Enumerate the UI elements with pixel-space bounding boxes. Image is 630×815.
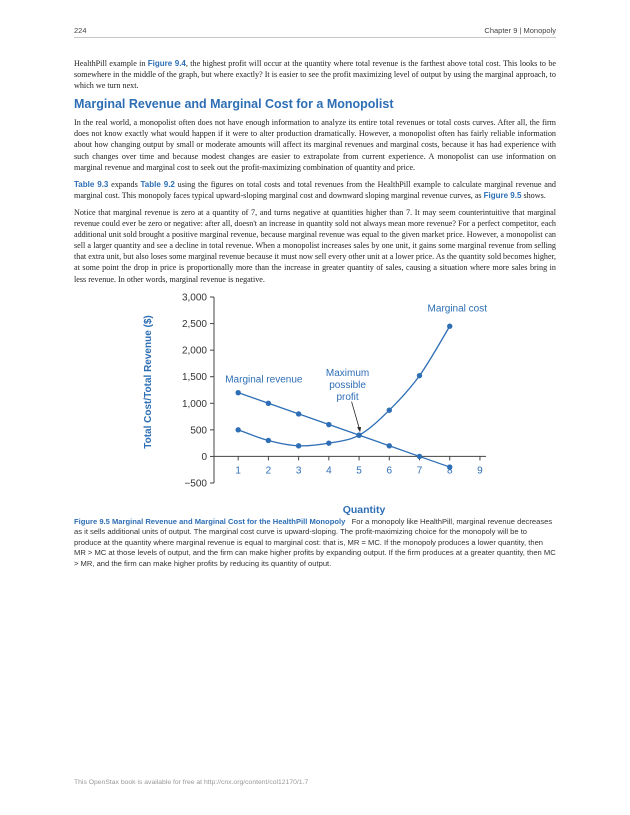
annotation-arrowhead (357, 427, 361, 432)
footer-note: This OpenStax book is available for free at http://cnx.org/content/col12170/1.7 (74, 779, 309, 786)
figure-9-4-link[interactable]: Figure 9.4 (147, 59, 186, 68)
x-tick-label: 5 (356, 465, 362, 477)
mc-data-point (447, 323, 452, 328)
paragraph-4: Notice that marginal revenue is zero at a quantity of 7, and turns negative at quantities higher than 7. It may seem counterintuitive that marginal revenue could ever be zero or negative: after all, doesn't an increase in quantity sold not always mean more revenue? For a perfect competitor, each additional unit sold brought a positive marginal revenue, because marginal revenue was equal to the given market price. However, a monopolist can sell a larger quantity and see a decline in total revenue. When a monopolist increases sales by one unit, it gains some marginal revenue from selling that extra unit, but also loses some marginal revenue because it must now sell every other unit at a lower price. As the quantity sold becomes higher, at some point the drop in price is proportionally more than the increase in greater quantity of sales, causing a situation where more sales bring in less revenue. In other words, marginal revenue is negative. (74, 207, 556, 284)
chapter-title: Chapter 9 | Monopoly (484, 26, 556, 35)
x-tick-label: 1 (235, 465, 241, 477)
figure-caption (74, 517, 556, 570)
x-tick-label: 6 (386, 465, 393, 477)
section-heading: Marginal Revenue and Marginal Cost for a Monopolist (74, 97, 394, 112)
x-tick-label: 2 (265, 465, 272, 477)
page-body (74, 58, 556, 570)
max-profit-label: possible (329, 379, 366, 391)
mr-data-point (296, 411, 301, 416)
y-tick-label: −500 (184, 478, 207, 490)
y-tick-label: 0 (201, 451, 207, 463)
mr-data-point (235, 390, 240, 395)
x-tick-label: 4 (326, 465, 332, 477)
mc-data-point (387, 407, 392, 412)
x-tick-label: 8 (446, 465, 453, 477)
mc-data-point (417, 373, 422, 378)
y-tick-label: 500 (190, 424, 207, 436)
y-tick-label: 2,500 (181, 318, 207, 330)
paragraph-3 (74, 179, 556, 201)
mc-data-point (296, 443, 301, 448)
caption-title: Figure 9.5 Marginal Revenue and Marginal Cost for the HealthPill Monopoly (74, 516, 346, 526)
x-tick-label: 3 (295, 465, 302, 477)
y-tick-label: 3,000 (181, 292, 207, 304)
mc-data-point (266, 437, 271, 442)
y-axis-title: Total Cost/Total Revenue ($) (143, 314, 154, 449)
caption-text: For a monopoly like HealthPill, marginal revenue decreases as it sells additional units of output. The marginal cost curve is upward-sloping. The profit-maximizing choice for the monopoly will be to produce at the quantity where marginal revenue is equal to marginal cost: that is, MR = MC. If the monopoly produces a lower quantity, then MR > MC at those levels of output, and the firm can make higher profits by expanding output. If the firm produces at a greater quantity, then MC > MR, and the firm can make higher profits by reducing its quantity of output. (74, 516, 556, 568)
paragraph-3-text-a: expands (108, 179, 141, 189)
max-profit-label: profit (336, 391, 359, 403)
marginal-revenue-label: Marginal revenue (225, 374, 303, 386)
y-tick-label: 1,000 (181, 398, 207, 410)
figure-9-5-link[interactable]: Figure 9.5 (483, 190, 522, 200)
y-tick-label: 2,000 (181, 345, 207, 357)
mr-data-point (326, 421, 331, 426)
y-tick-label: 1,500 (181, 371, 207, 383)
mc-data-point (235, 427, 240, 432)
page-number: 224 (74, 26, 87, 35)
annotation-pointer (352, 401, 360, 430)
mr-data-point (417, 453, 422, 458)
header-rule (74, 37, 556, 38)
marginal-cost-label: Marginal cost (427, 302, 488, 314)
mr-mc-chart (74, 291, 556, 517)
max-profit-label: Maximum (325, 367, 370, 379)
paragraph-2: In the real world, a monopolist often does not have enough information to analyze its entire total revenues or total costs curves. After all, the firm does not know exactly what would happen if it were to alter production dramatically. However, a monopolist often has fairly reliable information about how changing output by small or moderate amounts will affect its marginal revenues and marginal costs, because it has had experience with such changes over time and because modest changes are easier to extrapolate from current experience. A monopolist can use information on marginal revenue and marginal cost to seek out the profit-maximizing combination of quantity and price. (74, 118, 556, 172)
mr-data-point (266, 400, 271, 405)
mc-data-point (356, 432, 361, 437)
paragraph-1-text-b: , the highest profit will occur at the quantity where total revenue is the farthest above total cost. This looks to be somewhere in the middle of the graph, but where exactly? It is easier to see the profit maximizing level of output by using the marginal approach, to which we turn next. (74, 59, 556, 91)
paragraph-3-text-c: shows. (521, 190, 546, 200)
mr-data-point (387, 443, 392, 448)
paragraph-1 (74, 58, 556, 91)
mc-data-point (326, 440, 331, 445)
x-tick-label: 7 (416, 465, 423, 477)
table-9-2-link[interactable]: Table 9.2 (140, 179, 175, 189)
table-9-3-link[interactable]: Table 9.3 (74, 179, 109, 189)
x-axis-title: Quantity (342, 503, 386, 516)
x-tick-label: 9 (477, 465, 483, 477)
paragraph-1-text-a: HealthPill example in (74, 59, 148, 68)
paragraph-3-text-b: using the figures on total costs and total revenues from the HealthPill example to calculate marginal revenue and marginal cost. This monopoly faces typical upward-sloping marginal cost and downward sloping marginal revenue curves, as (74, 179, 556, 200)
